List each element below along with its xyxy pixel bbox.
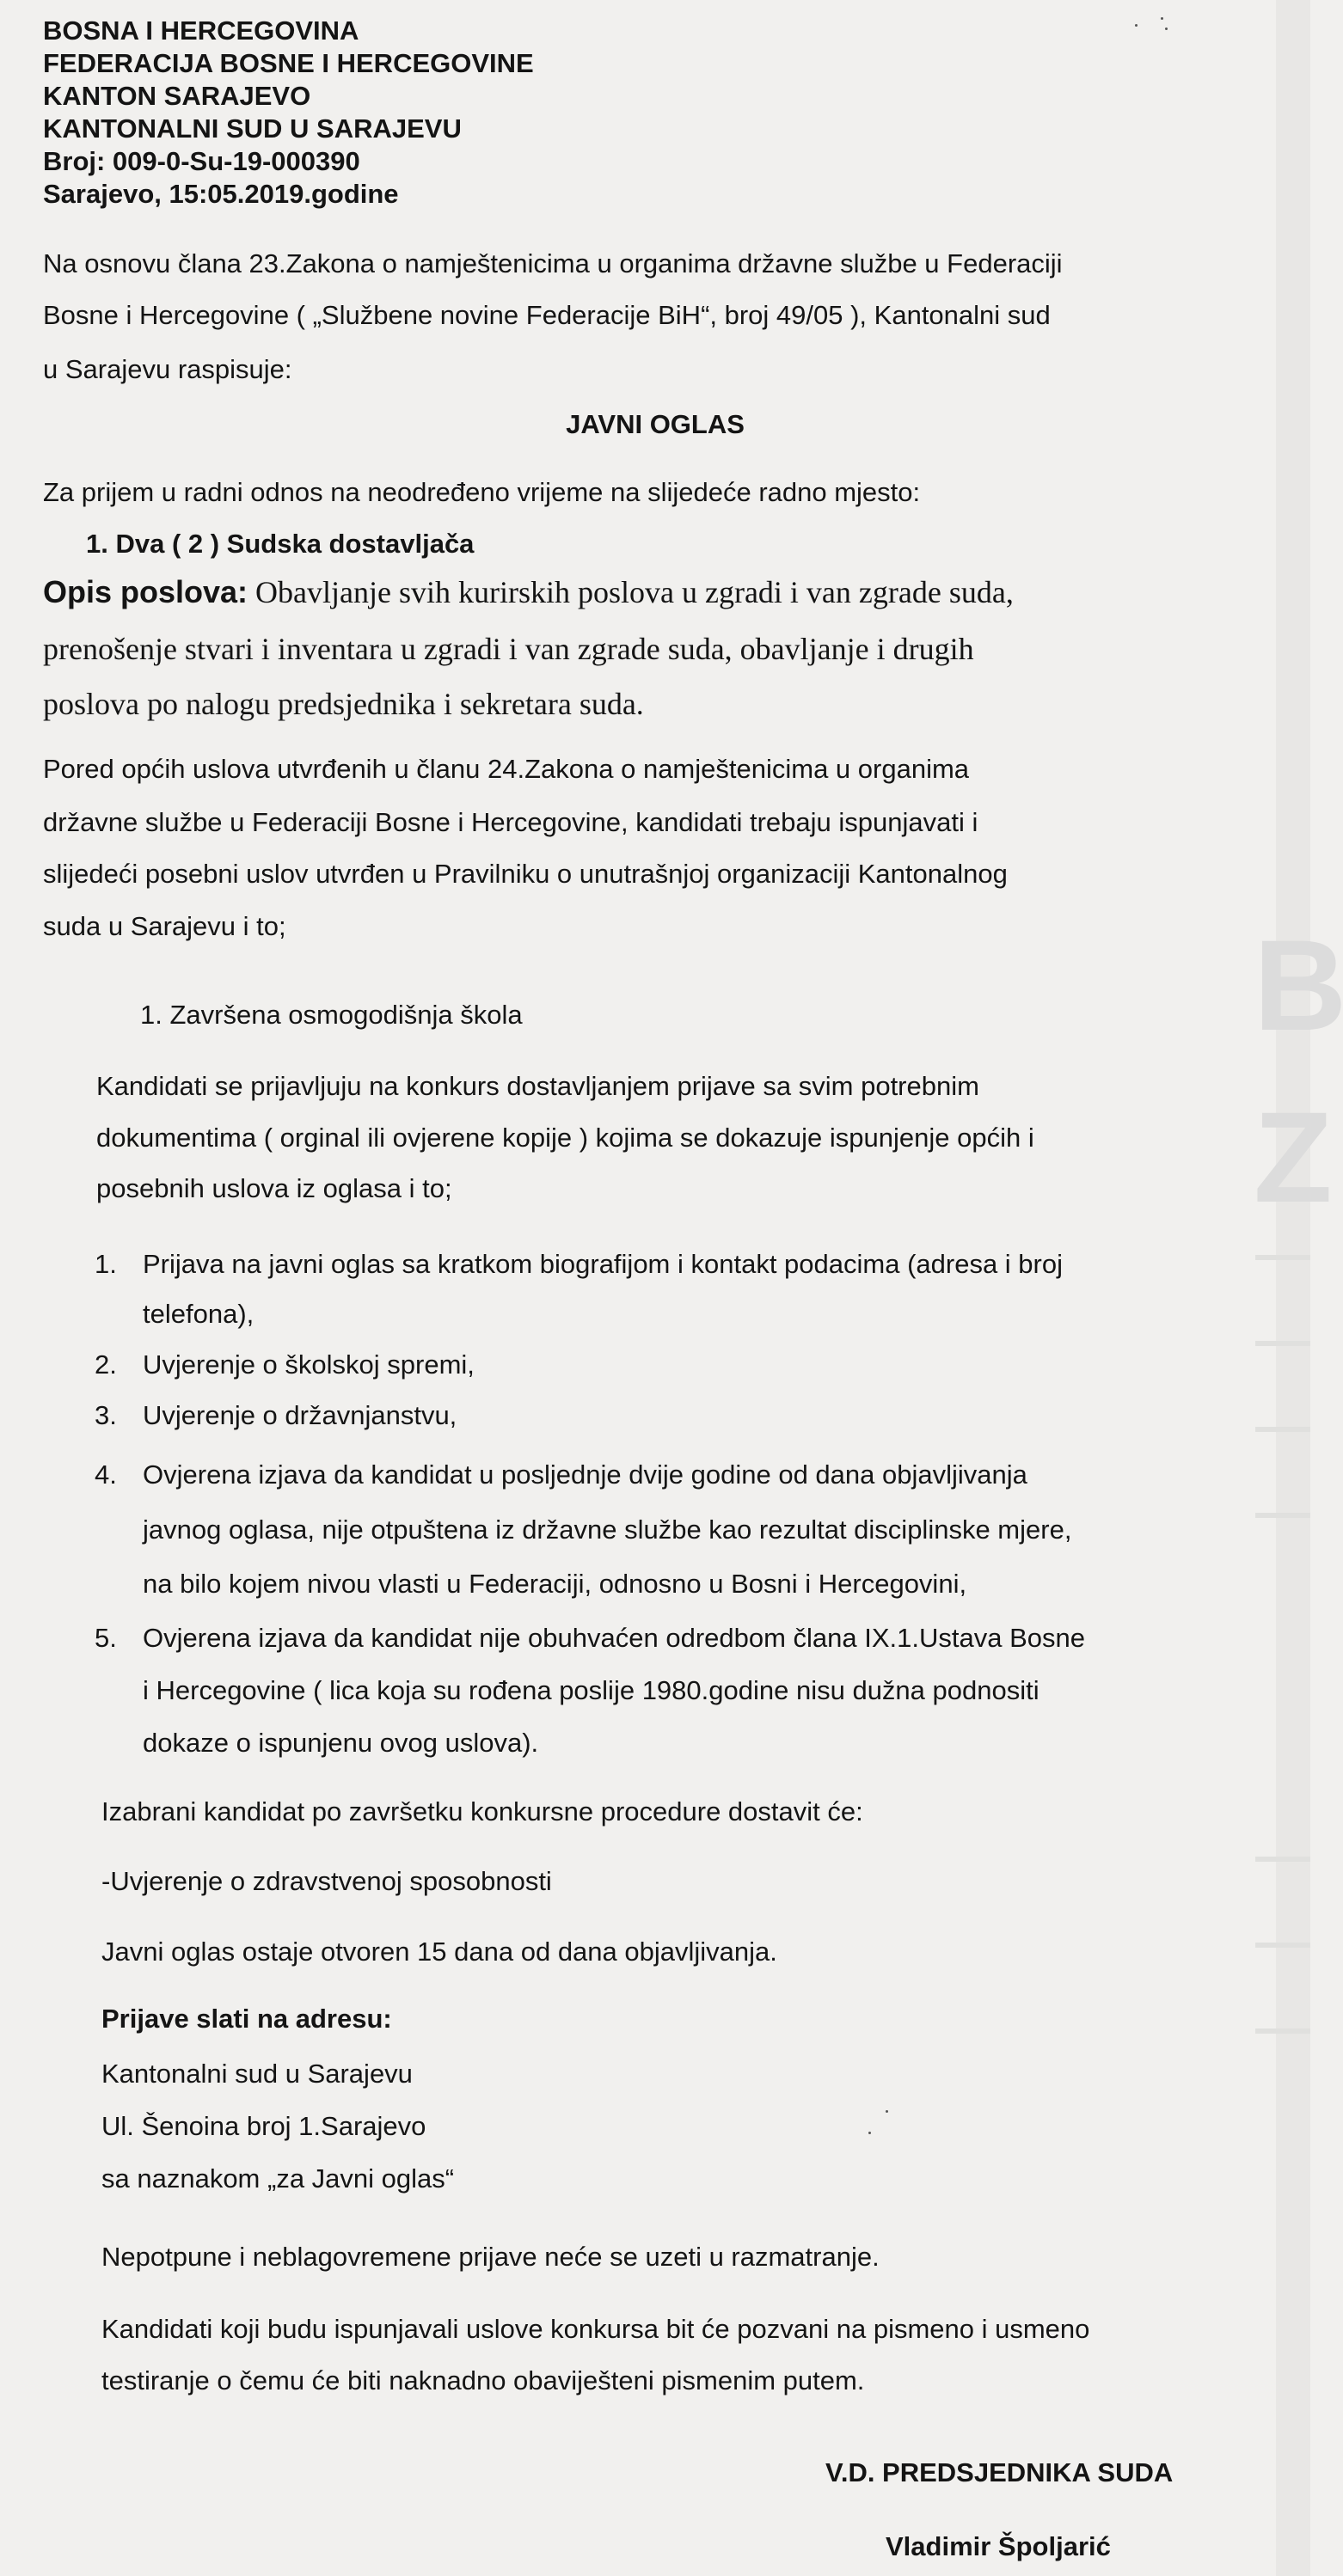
document-item-text: Uvjerenje o školskoj spremi,: [143, 1349, 475, 1380]
address-line: sa naznakom „za Javni oglas“: [101, 2163, 455, 2194]
conditions-line: slijedeći posebni uslov utvrđen u Pravilniku o unutrašnjoj organizaciji Kantonalnog: [43, 859, 1008, 889]
document-item-number: 5.: [95, 1623, 117, 1653]
bleed-through-line: [1255, 1341, 1310, 1346]
address-line: Kantonalni sud u Sarajevu: [101, 2059, 413, 2089]
header-country: BOSNA I HERCEGOVINA: [43, 15, 359, 46]
document-item-number: 1.: [95, 1249, 117, 1279]
testing-line: testiranje o čemu će biti naknadno obaviješteni pismenim putem.: [101, 2365, 865, 2395]
conditions-line: državne službe u Federaciji Bosne i Hercegovine, kandidati trebaju ispunjavati i: [43, 807, 978, 837]
document-item-number: 2.: [95, 1349, 117, 1380]
document-item-text: Prijava na javni oglas sa kratkom biografijom i kontakt podacima (adresa i broj: [143, 1249, 1063, 1279]
incomplete-applications-line: Nepotpune i neblagovremene prijave neće se uzeti u razmatranje.: [101, 2242, 880, 2272]
document-item-number: 4.: [95, 1459, 117, 1490]
opis-label: Opis poslova:: [43, 574, 248, 609]
speck: [886, 2110, 888, 2113]
health-certificate-line: -Uvjerenje o zdravstvenoj sposobnosti: [101, 1866, 552, 1896]
bleed-through-line: [1255, 2028, 1310, 2034]
header-court: KANTONALNI SUD U SARAJEVU: [43, 113, 462, 144]
intro-line: u Sarajevu raspisuje:: [43, 354, 292, 384]
opis-text: poslova po nalogu predsjednika i sekretara suda.: [43, 687, 644, 721]
bleed-through-mark: Z: [1254, 1085, 1329, 1229]
header-reference-number: Broj: 009-0-Su-19-000390: [43, 146, 360, 176]
document-item-text: dokaze o ispunjenu ovog uslova).: [143, 1728, 539, 1758]
speck: [1165, 28, 1168, 30]
apply-line: Kandidati se prijavljuju na konkurs dostavljanjem prijave sa svim potrebnim: [96, 1071, 979, 1101]
document-title: JAVNI OGLAS: [566, 409, 745, 439]
signature-title: V.D. PREDSJEDNIKA SUDA: [825, 2457, 1174, 2487]
special-condition: 1. Završena osmogodišnja škola: [140, 1000, 523, 1030]
apply-line: posebnih uslova iz oglasa i to;: [96, 1173, 452, 1203]
address-line: Ul. Šenoina broj 1.Sarajevo: [101, 2111, 426, 2141]
speck: [1161, 17, 1163, 20]
address-label: Prijave slati na adresu:: [101, 2004, 392, 2034]
bleed-through-line: [1255, 1943, 1310, 1948]
bleed-through-line: [1255, 1255, 1310, 1260]
speck: [1135, 24, 1138, 27]
document-item-text: Ovjerena izjava da kandidat nije obuhvaćen odredbom člana IX.1.Ustava Bosne: [143, 1623, 1086, 1653]
conditions-line: Pored općih uslova utvrđenih u članu 24.Zakona o namještenicima u organima: [43, 754, 970, 784]
opis-text: Obavljanje svih kurirskih poslova u zgradi i van zgrade suda,: [248, 575, 1014, 609]
document-item-text: Uvjerenje o državnjanstvu,: [143, 1400, 457, 1430]
bleed-through-line: [1255, 1857, 1310, 1862]
document-item-text: javnog oglasa, nije otpuštena iz državne službe kao rezultat disciplinske mjere,: [143, 1514, 1072, 1545]
opis-text: prenošenje stvari i inventara u zgradi i van zgrade suda, obavljanje i drugih: [43, 632, 974, 666]
document-item-number: 3.: [95, 1400, 117, 1430]
document-item-text: i Hercegovine ( lica koja su rođena poslije 1980.godine nisu dužna podnositi: [143, 1675, 1039, 1705]
conditions-line: suda u Sarajevu i to;: [43, 911, 286, 941]
document-item-text: telefona),: [143, 1299, 254, 1329]
bleed-through-line: [1255, 1427, 1310, 1432]
bleed-through-line: [1255, 1513, 1310, 1518]
header-canton: KANTON SARAJEVO: [43, 81, 311, 111]
open-period-line: Javni oglas ostaje otvoren 15 dana od dana objavljivanja.: [101, 1937, 777, 1967]
apply-line: dokumentima ( orginal ili ovjerene kopije ) kojima se dokazuje ispunjenje općih i: [96, 1123, 1034, 1153]
opis-line: [43, 574, 1014, 609]
header-federation: FEDERACIJA BOSNE I HERCEGOVINE: [43, 48, 534, 78]
selected-candidate-line: Izabrani kandidat po završetku konkursne procedure dostavit će:: [101, 1796, 863, 1826]
intro-line: Na osnovu člana 23.Zakona o namještenicima u organima državne službe u Federaciji: [43, 248, 1063, 278]
header-date: Sarajevo, 15:05.2019.godine: [43, 179, 399, 209]
testing-line: Kandidati koji budu ispunjavali uslove konkursa bit će pozvani na pismeno i usmeno: [101, 2314, 1090, 2344]
signature-name: Vladimir Špoljarić: [886, 2531, 1111, 2561]
position-intro: Za prijem u radni odnos na neodređeno vrijeme na slijedeće radno mjesto:: [43, 477, 921, 507]
speck: [868, 2132, 871, 2134]
intro-line: Bosne i Hercegovine ( „Službene novine Federacije BiH“, broj 49/05 ), Kantonalni sud: [43, 300, 1051, 330]
position-item: 1. Dva ( 2 ) Sudska dostavljača: [86, 529, 475, 559]
page-edge-shadow: [1276, 0, 1310, 2576]
bleed-through-mark: B: [1254, 913, 1343, 1057]
document-item-text: na bilo kojem nivou vlasti u Federaciji, odnosno u Bosni i Hercegovini,: [143, 1569, 967, 1599]
document-item-text: Ovjerena izjava da kandidat u posljednje dvije godine od dana objavljivanja: [143, 1459, 1027, 1490]
